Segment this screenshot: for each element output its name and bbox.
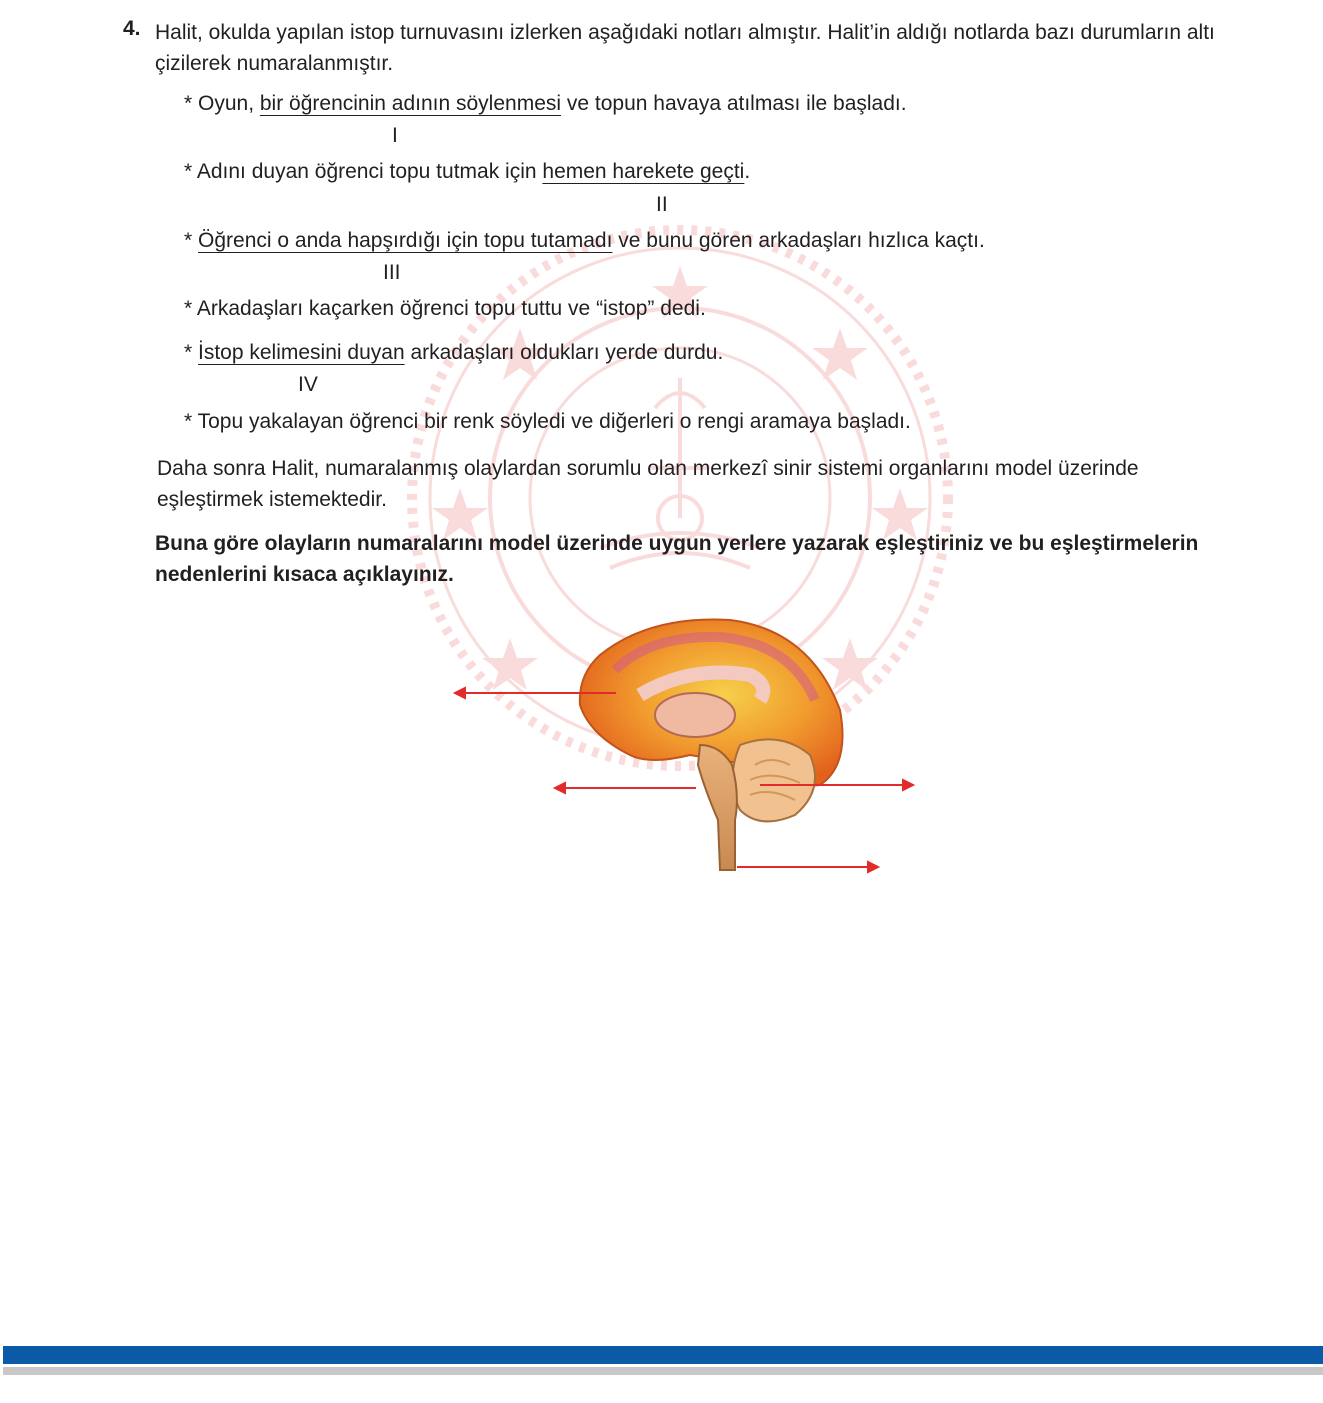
note-5 <box>184 341 723 365</box>
note-prefix: * <box>184 229 199 252</box>
footer-gray-bar <box>3 1367 1323 1375</box>
roman-label-iv: IV <box>298 373 318 396</box>
cerebellum-shape <box>733 739 816 821</box>
note-prefix: * Oyun, <box>184 92 260 115</box>
note-3 <box>184 229 985 253</box>
note-1 <box>184 92 907 116</box>
note-prefix: * Adını duyan öğrenci topu tutmak için <box>184 160 543 183</box>
note-suffix: ve bunu gören arkadaşları hızlıca kaçtı. <box>612 229 985 252</box>
roman-label-i: I <box>392 124 398 147</box>
roman-label-ii: II <box>656 193 668 216</box>
note-underlined: bir öğrencinin adının söylenmesi <box>259 92 562 115</box>
note-suffix: arkadaşları oldukları yerde durdu. <box>404 341 724 364</box>
note-4 <box>184 297 706 321</box>
note-underlined: hemen harekete geçti <box>542 160 745 183</box>
note-prefix: * Arkadaşları kaçarken öğrenci topu tuttu ve “istop” dedi. <box>184 297 706 320</box>
note-2 <box>184 160 750 184</box>
note-suffix: . <box>744 160 751 183</box>
footer-blue-bar <box>3 1346 1323 1364</box>
task-question: Buna göre olayların numaralarını model üzerinde uygun yerlere yazarak eşleştiriniz ve bu eşleştirmelerin nedenlerini kısaca açıklayınız. <box>155 532 1199 586</box>
note-prefix: * <box>184 341 199 364</box>
question-number: 4. <box>123 17 141 40</box>
brainstem-shape <box>698 745 737 870</box>
roman-label-iii: III <box>383 261 401 284</box>
note-prefix: * Topu yakalayan öğrenci bir renk söyledi ve diğerleri o rengi aramaya başladı. <box>184 410 911 433</box>
note-underlined: Öğrenci o anda hapşırdığı için topu tutamadı <box>198 229 613 252</box>
question-intro: Halit, okulda yapılan istop turnuvasını izlerken aşağıdaki notları almıştır. Halit’in aldığı notlarda bazı durumların altı çizilerek numaralanmıştır. <box>155 21 1215 75</box>
note-6 <box>184 410 911 434</box>
note-underlined: İstop kelimesini duyan <box>198 341 405 364</box>
brain-model-figure <box>450 615 920 875</box>
instruction-paragraph: Daha sonra Halit, numaralanmış olaylardan sorumlu olan merkezî sinir sistemi organlarını model üzerinde eşleştirmek istemektedir. <box>157 457 1139 511</box>
note-suffix: ve topun havaya atılması ile başladı. <box>561 92 907 115</box>
